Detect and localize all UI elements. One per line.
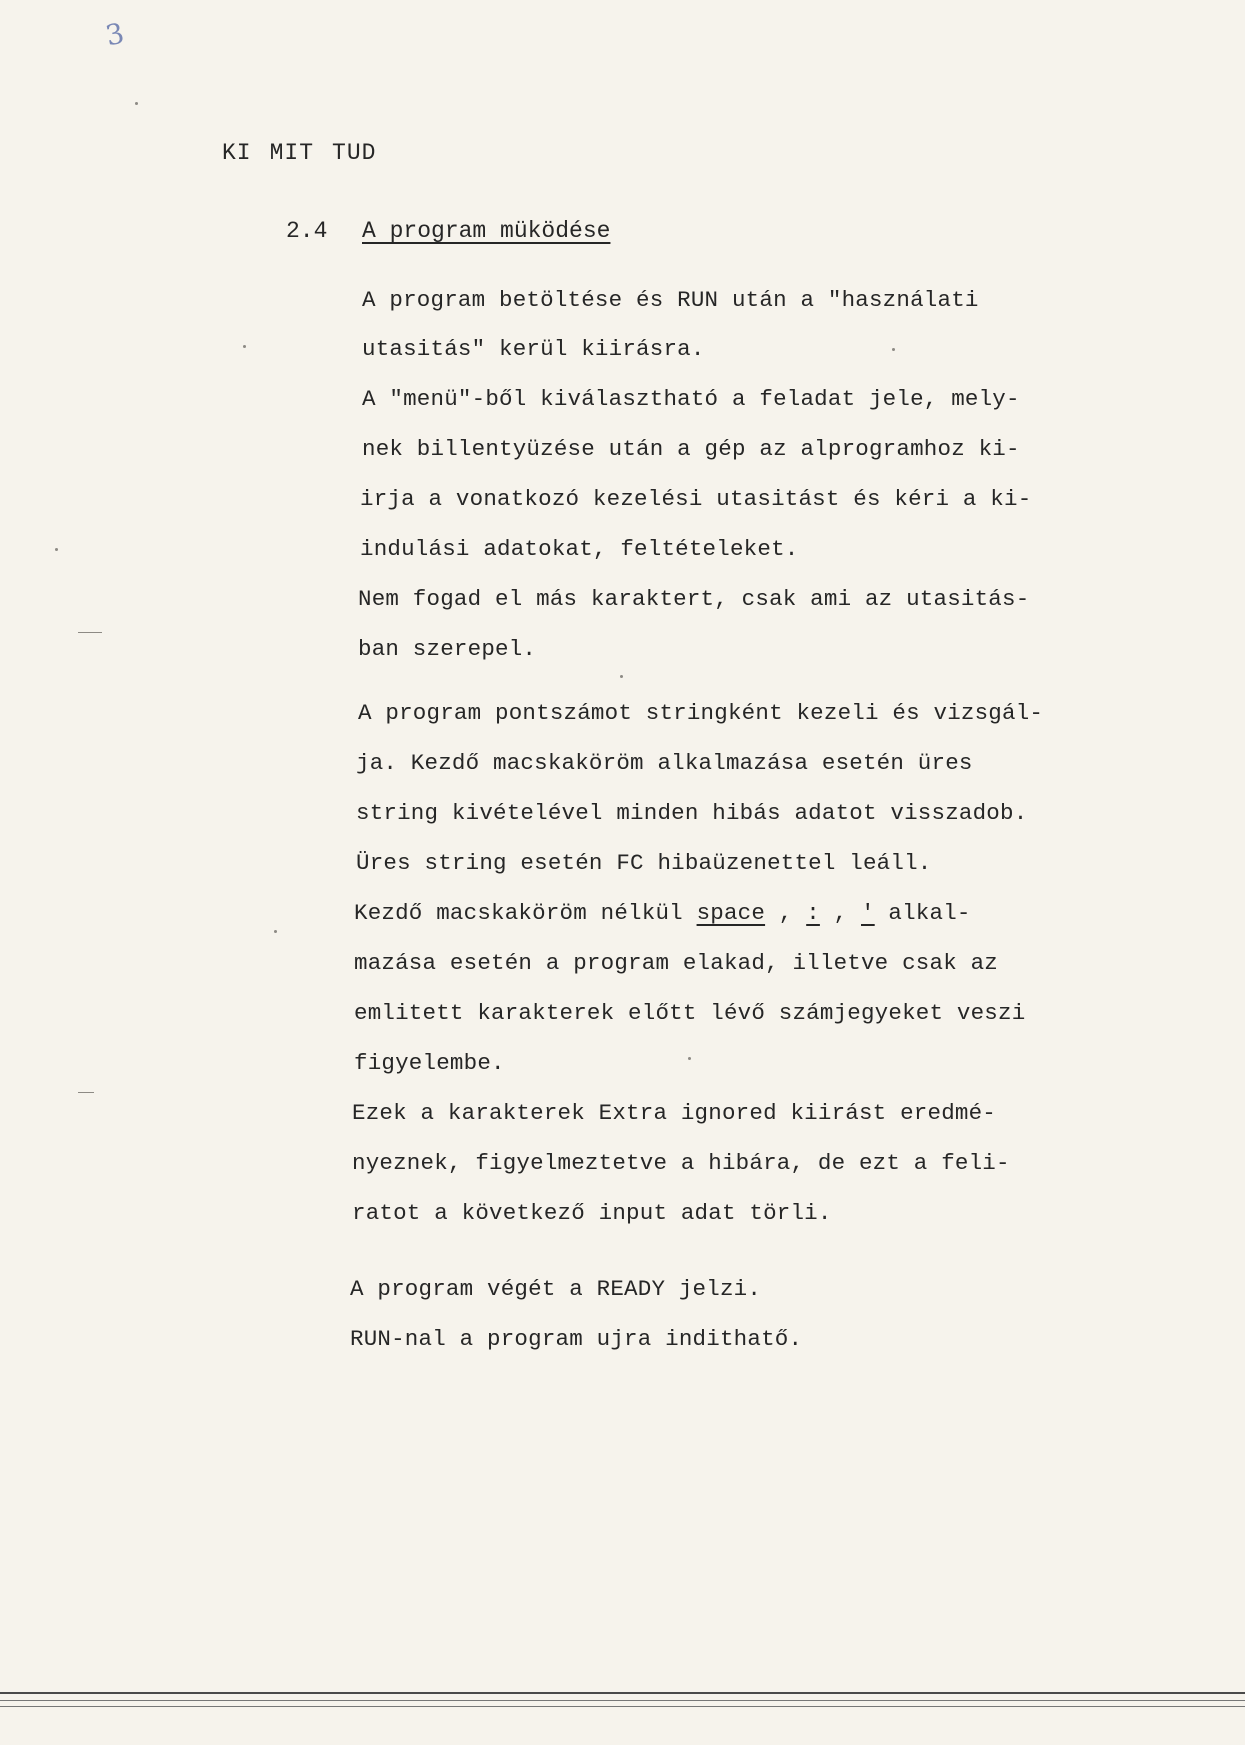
text-line: irja a vonatkozó kezelési utasitást és kéri a ki- [360,486,1032,512]
section-number: 2.4 [286,218,328,244]
bottom-rule [0,1700,1245,1701]
text-line: A program végét a READY jelzi. [350,1276,762,1302]
paper-speck [243,345,246,348]
header-word: MIT [269,140,315,166]
document-header [222,140,394,166]
text-line-special-chars [354,900,971,926]
text-line: RUN-nal a program ujra indithatő. [350,1326,803,1352]
text-line: Nem fogad el más karaktert, csak ami az utasitás- [358,586,1030,612]
text-line: A program betöltése és RUN után a "használati [362,287,979,313]
text-line: A "menü"-ből kiválasztható a feladat jele, mely- [362,386,1020,412]
text-line: nek billentyüzése után a gép az alprogramhoz ki- [362,436,1020,462]
text-line: mazása esetén a program elakad, illetve csak az [354,950,999,976]
text-line: ban szerepel. [358,636,537,662]
paper-speck [688,1057,691,1060]
text-line: emlitett karakterek előtt lévő számjegyeket veszi [354,1000,1026,1026]
pencil-page-mark: 3 [102,16,128,53]
paper-mark [78,1092,94,1093]
text-line: string kivételével minden hibás adatot visszadob. [356,800,1028,826]
bottom-rule [0,1706,1245,1707]
text-segment: alkal- [874,900,971,926]
paper-speck [620,675,623,678]
text-line: Üres string esetén FC hibaüzenettel leáll. [356,850,932,876]
keyword-space: space [696,900,766,926]
text-line: Ezek a karakterek Extra ignored kiirást eredmé- [352,1100,997,1126]
paper-speck [892,348,895,351]
paper-speck [135,102,138,105]
text-segment: , [765,900,807,926]
text-line: ratot a következő input adat törli. [352,1200,832,1226]
text-line: ja. Kezdő macskaköröm alkalmazása esetén üres [356,750,973,776]
text-line: figyelembe. [354,1050,505,1076]
text-segment: Kezdő macskaköröm nélkül [354,900,697,926]
paper-mark [78,632,102,633]
text-line: indulási adatokat, feltételeket. [360,536,799,562]
text-line: utasitás" kerül kiirásra. [362,336,705,362]
section-title: A program müködése [362,218,611,244]
header-word: KI [222,140,252,166]
text-segment: , [819,900,861,926]
text-line: A program pontszámot stringként kezeli és vizsgál- [358,700,1044,726]
keyword-quote: ' [861,900,875,926]
bottom-rule [0,1692,1245,1694]
keyword-colon: : [806,900,820,926]
text-line: nyeznek, figyelmeztetve a hibára, de ezt a feli- [352,1150,1010,1176]
paper-speck [55,548,58,551]
paper-speck [274,930,277,933]
header-word: TUD [332,140,377,166]
